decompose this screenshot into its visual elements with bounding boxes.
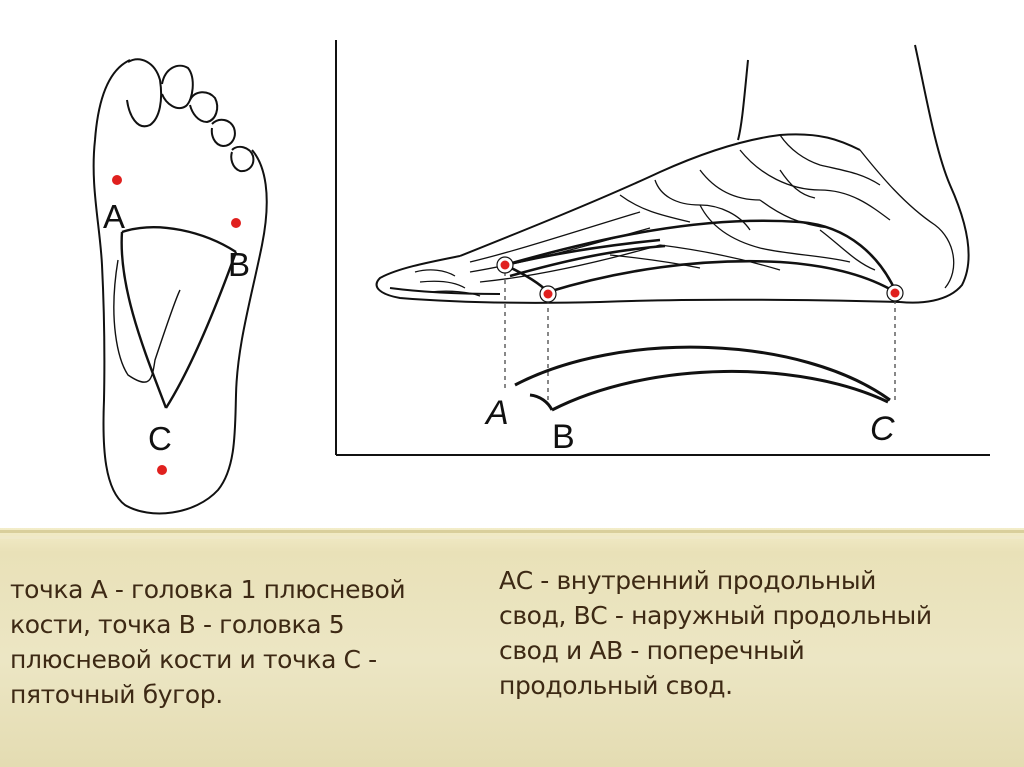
sole-point-a-marker — [112, 175, 122, 185]
caption-left-line: кости, точка В - головка 5 — [10, 610, 345, 639]
side-label-b: B — [552, 418, 575, 456]
sole-outline — [94, 59, 267, 513]
side-axes — [336, 40, 990, 455]
sole-label-c: C — [148, 420, 172, 457]
caption-right-line: АС - внутренний продольный — [499, 566, 877, 595]
caption-right — [499, 563, 932, 703]
caption-left-line: пяточный бугор. — [10, 680, 223, 709]
caption-right-line: свод, ВС - наружный продольный — [499, 601, 932, 630]
sole-point-b-marker — [231, 218, 241, 228]
sole-point-c-marker — [157, 465, 167, 475]
caption-left-line: плюсневой кости и точка С - — [10, 645, 377, 674]
foot-skeleton — [415, 135, 954, 296]
side-projection-lines — [505, 272, 895, 400]
caption-right-line: свод и АВ - поперечный — [499, 636, 805, 665]
sole-label-a: A — [103, 198, 126, 235]
arch-projection — [515, 347, 890, 410]
foot-arch-lines — [505, 221, 895, 292]
caption-right-line: продольный свод. — [499, 671, 733, 700]
sole-label-b: B — [228, 246, 251, 283]
side-label-a: A — [486, 394, 509, 432]
caption-left-line: точка А - головка 1 плюсневой — [10, 575, 406, 604]
caption-left — [10, 572, 405, 712]
sole-markers — [112, 175, 241, 475]
side-label-c: C — [870, 410, 895, 448]
